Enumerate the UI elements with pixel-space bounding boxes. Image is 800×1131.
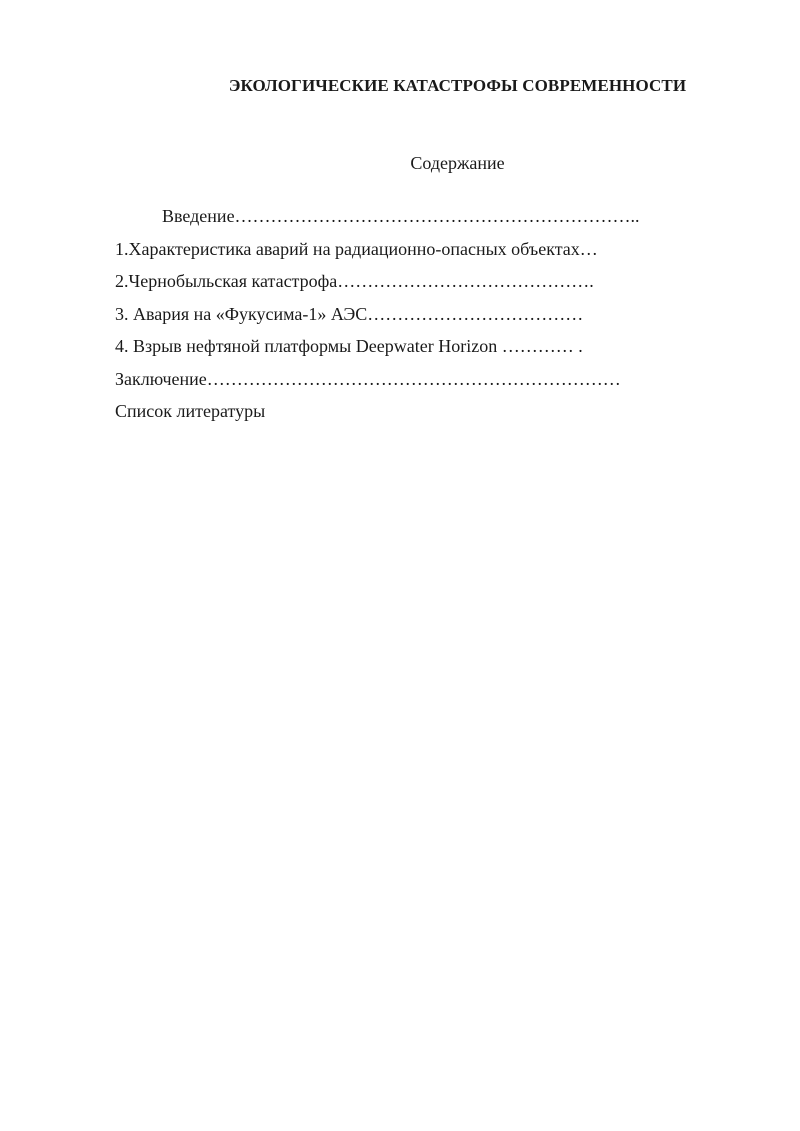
toc-item-chernobyl: 2.Чернобыльская катастрофа……………………………………. [115, 271, 594, 291]
toc-heading: Содержание [410, 153, 505, 173]
toc-item-radiation-accidents: 1.Характеристика аварий на радиационно-опасных объектах… [115, 238, 598, 259]
toc-item-references: Список литературы [115, 401, 266, 421]
toc-item-introduction: Введение………………………………………………………….. [162, 206, 640, 226]
table-of-contents [115, 203, 735, 431]
toc-item-deepwater-horizon: 4. Взрыв нефтяной платформы Deepwater Horizon ………… . [115, 336, 583, 356]
document-title: ЭКОЛОГИЧЕСКИЕ КАТАСТРОФЫ СОВРЕМЕННОСТИ [228, 76, 687, 95]
toc-item-fukushima: 3. Авария на «Фукусима-1» АЭС……………………………… [115, 303, 584, 324]
toc-item-conclusion: Заключение…………………………………………………………… [115, 368, 621, 389]
